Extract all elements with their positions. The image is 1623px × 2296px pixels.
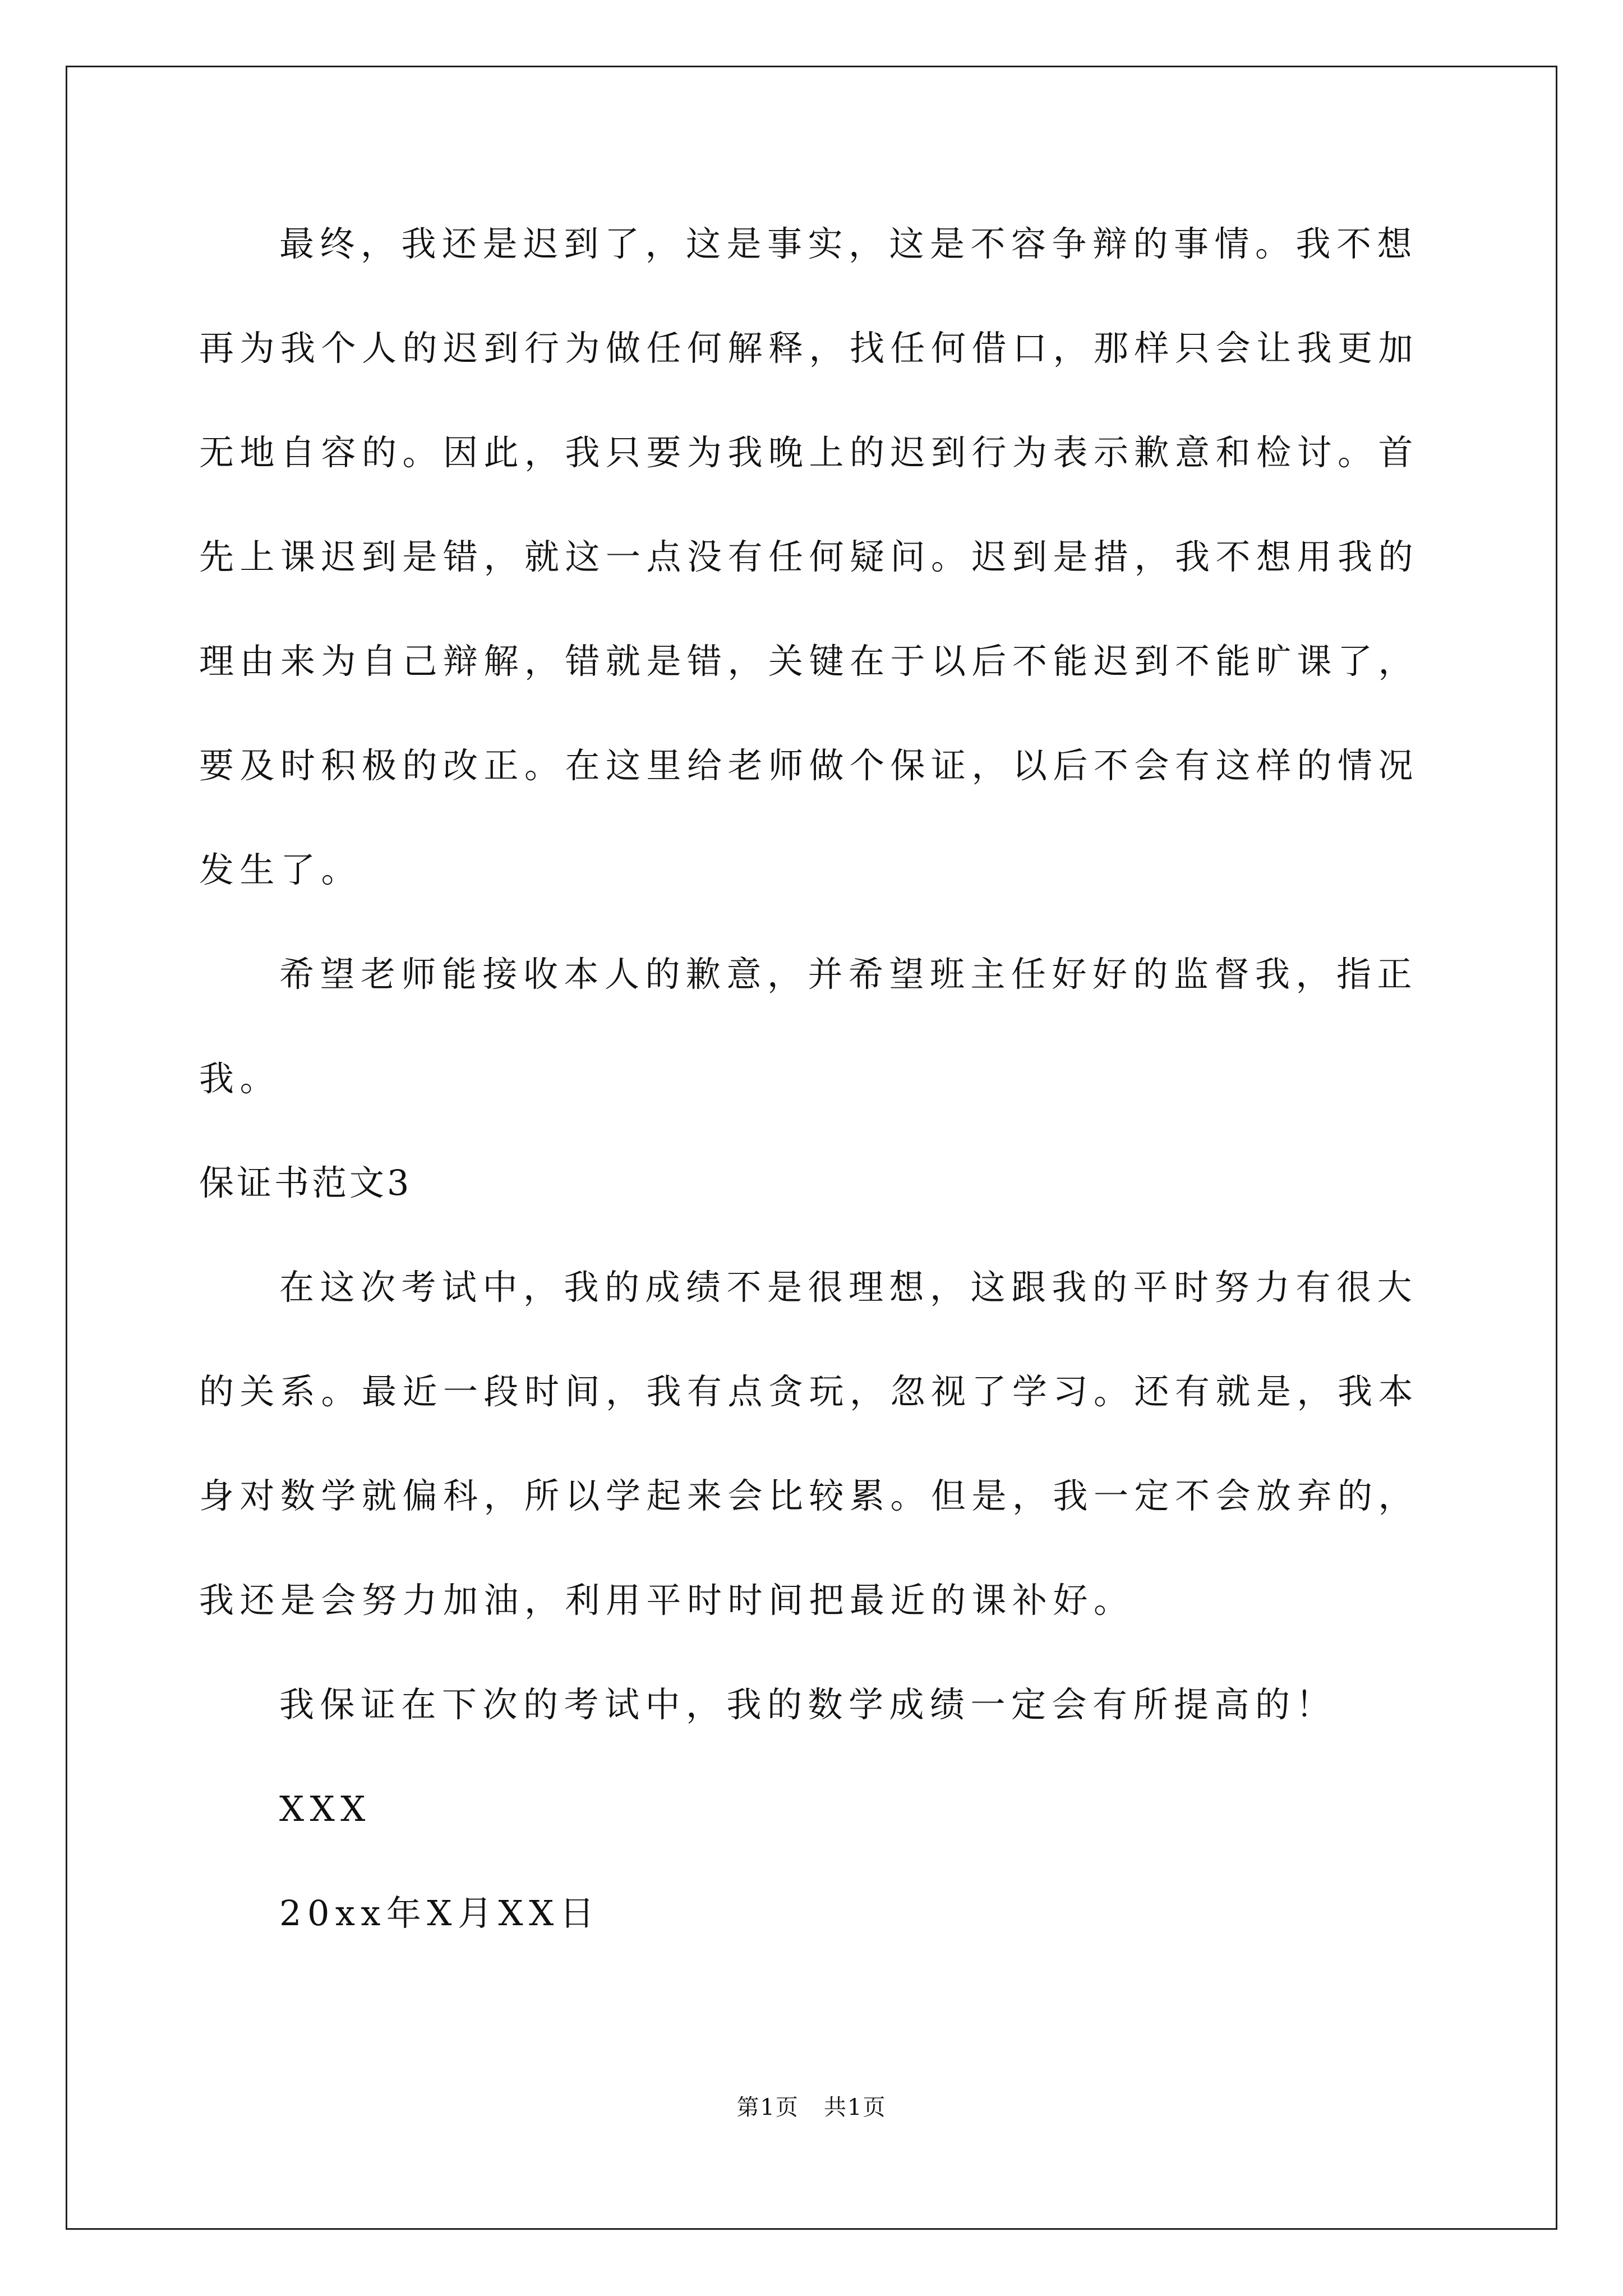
paragraph-1-line-2: 再为我个人的迟到行为做任何解释，找任何借口，那样只会让我更加: [199, 328, 1419, 369]
paragraph-4-line-1: 我保证在下次的考试中，我的数学成绩一定会有所提高的！: [279, 1684, 1337, 1725]
page-footer: 第1页 共1页: [736, 2095, 887, 2120]
paragraph-1-line-4: 先上课迟到是错，就这一点没有任何疑问。迟到是措，我不想用我的: [199, 536, 1419, 577]
paragraph-3-line-2: 的关系。最近一段时间，我有点贪玩，忽视了学习。还有就是，我本: [199, 1371, 1419, 1412]
section-heading: 保证书范文3: [199, 1162, 412, 1203]
paragraph-2-line-2: 我。: [199, 1058, 281, 1099]
paragraph-3-line-1: 在这次考试中，我的成绩不是很理想，这跟我的平时努力有很大: [279, 1267, 1418, 1308]
paragraph-3-line-4: 我还是会努力加油，利用平时时间把最近的课补好。: [199, 1580, 1135, 1621]
paragraph-3-line-3: 身对数学就偏科，所以学起来会比较累。但是，我一定不会放弃的，: [199, 1475, 1419, 1516]
paragraph-1-line-6: 要及时积极的改正。在这里给老师做个保证，以后不会有这样的情况: [199, 745, 1419, 786]
signature-date: 20xx年X月XX日: [279, 1893, 601, 1934]
signature-name: XXX: [279, 1788, 371, 1829]
paragraph-1-line-3: 无地自容的。因此，我只要为我晚上的迟到行为表示歉意和检讨。首: [199, 432, 1419, 473]
paragraph-1-line-5: 理由来为自己辩解，错就是错，关键在于以后不能迟到不能旷课了，: [199, 641, 1419, 682]
paragraph-1-line-1: 最终，我还是迟到了，这是事实，这是不容争辩的事情。我不想: [279, 223, 1418, 264]
paragraph-2-line-1: 希望老师能接收本人的歉意，并希望班主任好好的监督我，指正: [279, 954, 1418, 995]
paragraph-1-line-7: 发生了。: [199, 849, 362, 890]
